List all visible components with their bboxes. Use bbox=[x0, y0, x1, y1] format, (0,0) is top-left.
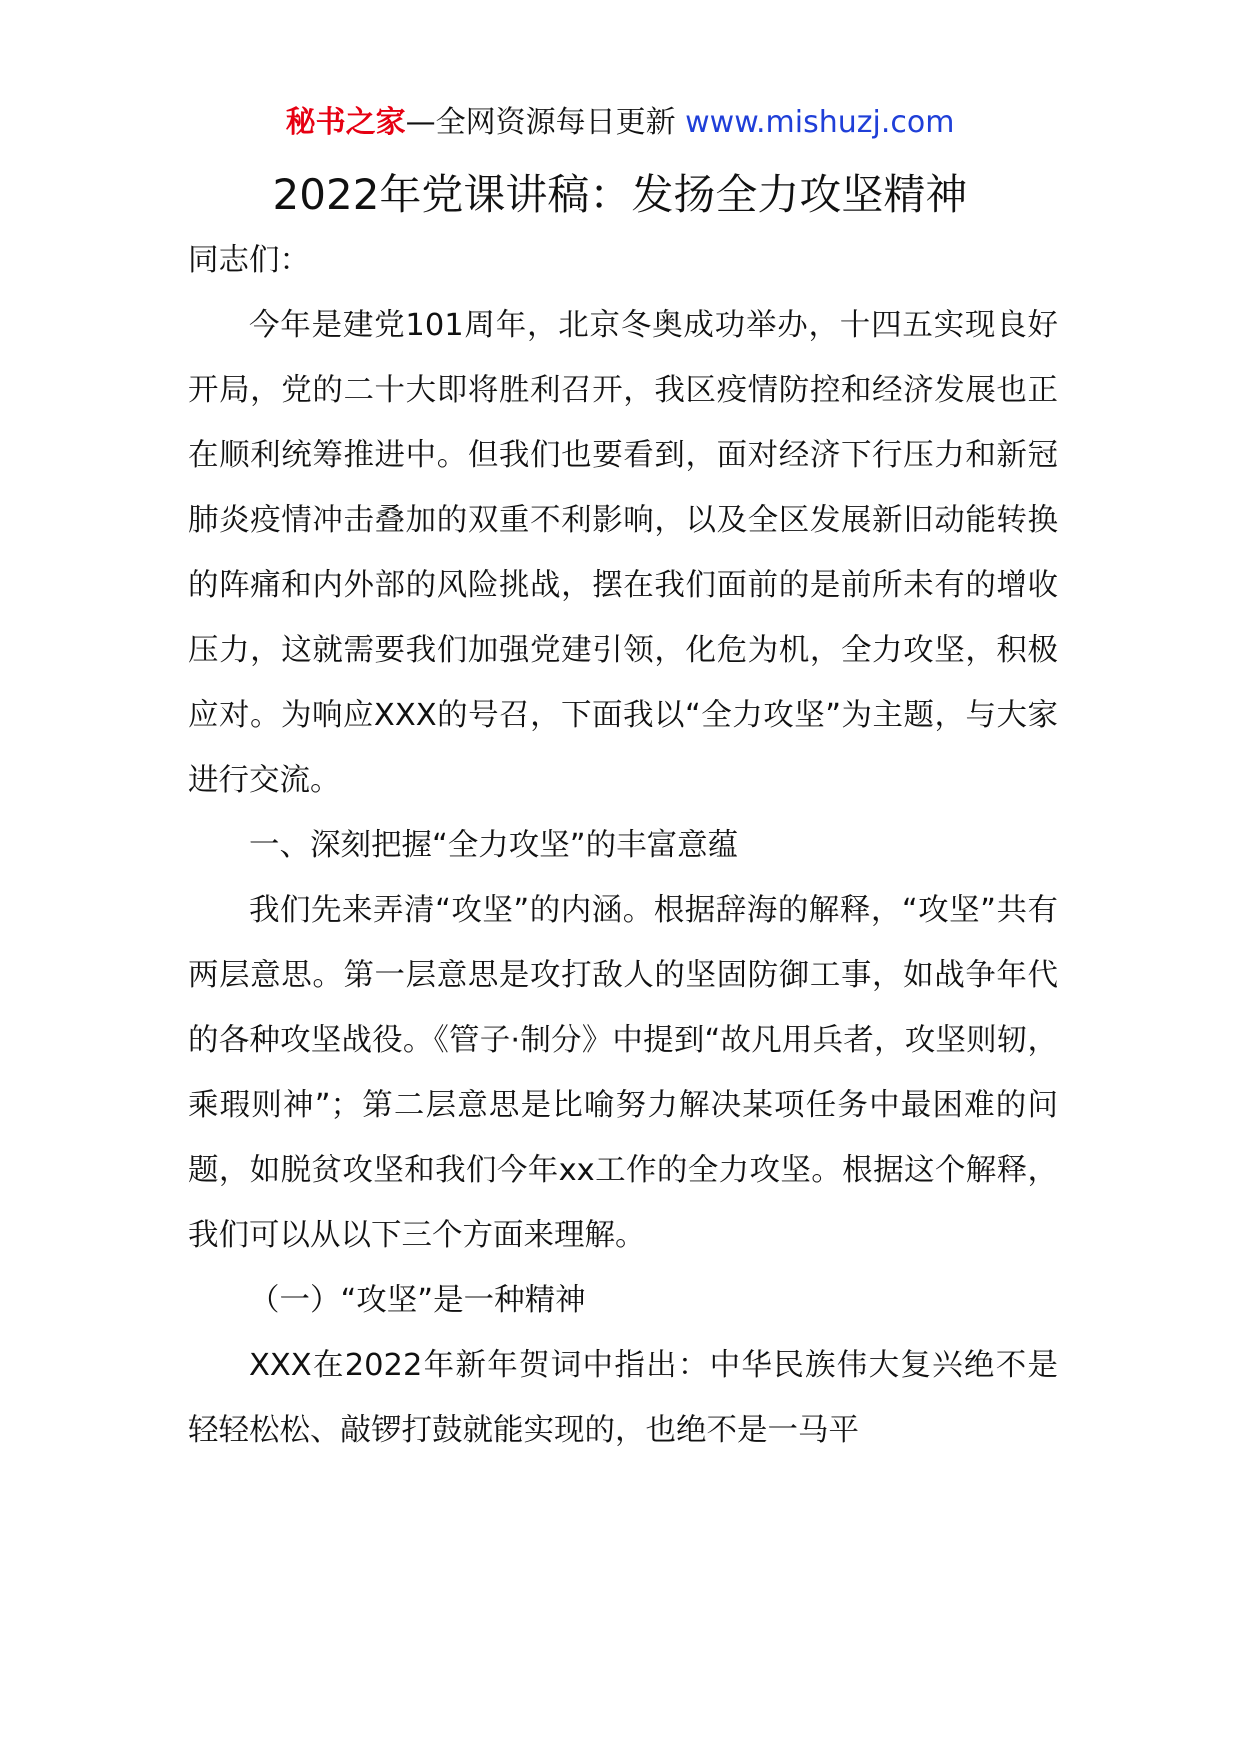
paragraph: XXX在2022年新年贺词中指出：中华民族伟大复兴绝不是轻轻松松、敲锣打鼓就能实现的，也绝不是一马平 bbox=[188, 1348, 1058, 1448]
paragraph: 今年是建党101周年，北京冬奥成功举办，十四五实现良好开局，党的二十大即将胜利召开，我区疫情防控和经济发展也正在顺利统筹推进中。但我们也要看到，面对经济下行压力和新冠肺炎疫情冲击叠加的双重不利影响，以及全区发展新旧动能转换的阵痛和内外部的风险挑战，摆在我们面前的是前所未有的增收压力，这就需要我们加强党建引领，化危为机，全力攻坚，积极应对。为响应XXX的号召，下面我以“全力攻坚”为主题，与大家进行交流。 bbox=[188, 308, 1058, 798]
site-brand: 秘书之家 bbox=[285, 105, 406, 140]
document-body bbox=[188, 228, 1058, 1463]
site-url-link[interactable]: www.mishuzj.com bbox=[685, 105, 955, 140]
paragraph: 我们先来弄清“攻坚”的内涵。根据辞海的解释，“攻坚”共有两层意思。第一层意思是攻打敌人的坚固防御工事，如战争年代的各种攻坚战役。《管子·制分》中提到“故凡用兵者，攻坚则轫，乘瑕则神”；第二层意思是比喻努力解决某项任务中最困难的问题，如脱贫攻坚和我们今年xx工作的全力攻坚。根据这个解释，我们可以从以下三个方面来理解。 bbox=[188, 893, 1058, 1253]
subsection-heading: （一）“攻坚”是一种精神 bbox=[249, 1283, 586, 1318]
site-slogan: —全网资源每日更新 bbox=[405, 105, 686, 140]
section-heading: 一、深刻把握“全力攻坚”的丰富意蕴 bbox=[249, 828, 739, 863]
site-header bbox=[0, 98, 1240, 148]
salutation: 同志们： bbox=[188, 243, 310, 278]
document-title: 2022年党课讲稿：发扬全力攻坚精神 bbox=[272, 170, 968, 219]
